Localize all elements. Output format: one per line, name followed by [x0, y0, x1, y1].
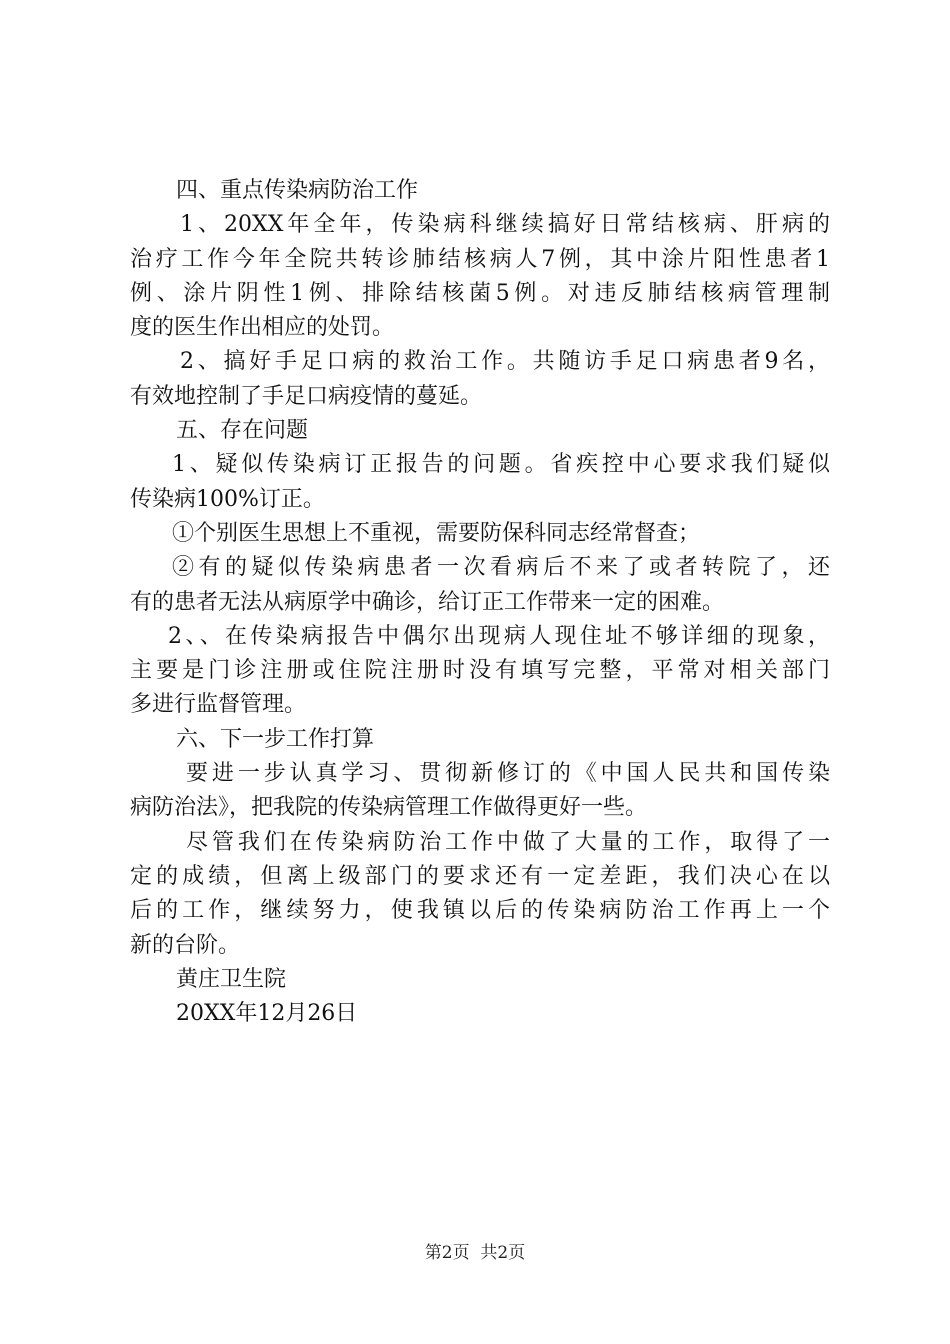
- paragraph-line: 要进一步认真学习、贯彻新修订的《中国人民共和国传染: [186, 761, 830, 787]
- paragraph-line: 度的医生作出相应的处罚。: [130, 315, 395, 341]
- paragraph-line: 2、、在传染病报告中偶尔出现病人现住址不够详细的现象，: [168, 623, 830, 649]
- paragraph-line: 多进行监督管理。: [130, 692, 307, 718]
- paragraph-line: 尽管我们在传染病防治工作中做了大量的工作，取得了一: [186, 829, 830, 855]
- section-heading-existing-problems: 五、存在问题: [176, 418, 309, 444]
- section-heading-next-steps: 六、下一步工作打算: [176, 726, 375, 752]
- page-footer: [0, 1242, 950, 1264]
- paragraph-line: ②有的疑似传染病患者一次看病后不来了或者转院了，还: [172, 555, 830, 581]
- paragraph-line: 1、20XX年全年，传染病科继续搞好日常结核病、肝病的: [180, 212, 830, 238]
- paragraph-line: 例、涂片阴性1例、排除结核菌5例。对违反肺结核病管理制: [130, 280, 830, 306]
- paragraph-line: 1、疑似传染病订正报告的问题。省疾控中心要求我们疑似: [172, 452, 830, 478]
- paragraph-line: 后的工作，继续努力，使我镇以后的传染病防治工作再上一个: [130, 898, 830, 924]
- paragraph-line: ①个别医生思想上不重视，需要防保科同志经常督查；: [172, 520, 701, 546]
- paragraph-line: 有效地控制了手足口病疫情的蔓延。: [130, 383, 483, 409]
- page-number-label: 第2页 共2页: [424, 1243, 526, 1263]
- paragraph-line: 有的患者无法从病原学中确诊，给订正工作带来一定的困难。: [130, 589, 725, 615]
- signature-date: 20XX年12月26日: [176, 1001, 358, 1027]
- paragraph-line: 治疗工作今年全院共转诊肺结核病人7例，其中涂片阳性患者1: [130, 246, 830, 272]
- paragraph-line: 新的台阶。: [130, 932, 241, 958]
- paragraph-line: 2、搞好手足口病的救治工作。共随访手足口病患者9名，: [180, 349, 830, 375]
- section-heading-key-diseases: 四、重点传染病防治工作: [176, 178, 419, 203]
- paragraph-line: 病防治法》，把我院的传染病管理工作做得更好一些。: [130, 795, 648, 821]
- paragraph-line: 主要是门诊注册或住院注册时没有填写完整，平常对相关部门: [130, 658, 830, 684]
- signature-organization: 黄庄卫生院: [176, 966, 287, 992]
- paragraph-line: 传染病100%订正。: [130, 486, 325, 512]
- document-body: [130, 174, 830, 1031]
- paragraph-line: 定的成绩，但离上级部门的要求还有一定差距，我们决心在以: [130, 863, 830, 889]
